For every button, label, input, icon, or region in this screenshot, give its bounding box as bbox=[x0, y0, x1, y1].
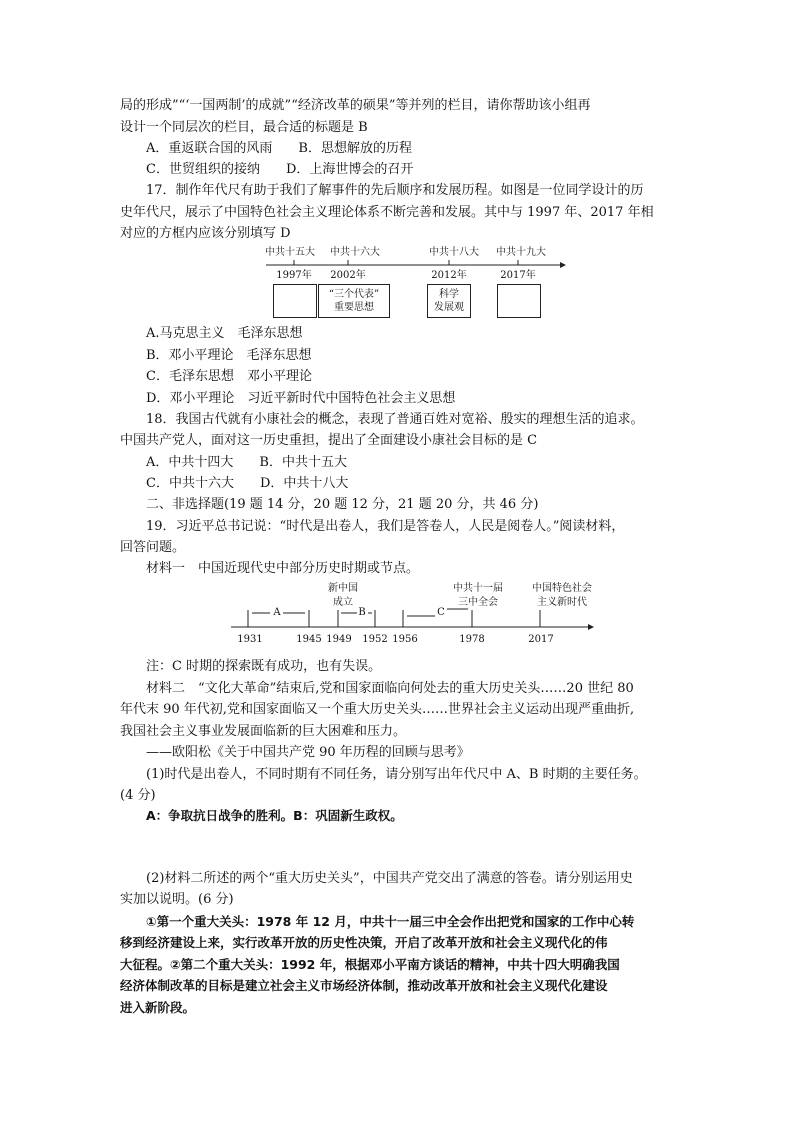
q19-material2-source: ——欧阳松《关于中国共产党 90 年历程的回顾与思考》 bbox=[146, 745, 470, 760]
q17-congress-19: 中共十九大 bbox=[496, 247, 546, 258]
q17-box-2002-line1: “三个代表” bbox=[328, 289, 380, 300]
q19-year-1949: 1949 bbox=[326, 634, 352, 645]
q19-year-1956: 1956 bbox=[392, 634, 418, 645]
q19-letter-c: C bbox=[437, 607, 445, 618]
q17-box-2002-line2: 重要思想 bbox=[334, 302, 374, 313]
q17-congress-15: 中共十五大 bbox=[265, 247, 315, 258]
q17-year-1997: 1997年 bbox=[276, 270, 312, 281]
q17-box-2012-line1: 科学 bbox=[439, 289, 459, 300]
q19-year-1945: 1945 bbox=[296, 634, 322, 645]
q18-options-row2: C．中共十六大 D．中共十八大 bbox=[146, 476, 349, 491]
q19-label-plenum-2: 三中全会 bbox=[458, 597, 498, 608]
q19-label-era-1: 中国特色社会 bbox=[532, 583, 592, 594]
q19-answer2-line5: 进入新阶段。 bbox=[120, 1000, 196, 1015]
q19-year-2017: 2017 bbox=[528, 634, 554, 645]
q19-timeline-arrow bbox=[588, 624, 594, 630]
q19-sub2-line1: (2)材料二所述的两个“重大历史关头”，中国共产党交出了满意的答卷。请分别运用史 bbox=[146, 871, 633, 886]
q19-sub1-line2: (4 分) bbox=[120, 788, 156, 803]
q19-material2-line2: 年代末 90 年代初,党和国家面临又一个重大历史关头……世界社会主义运动出现严重曲折, bbox=[120, 702, 635, 717]
q19-year-1978: 1978 bbox=[459, 634, 485, 645]
q19-stem-line2: 回答问题。 bbox=[120, 540, 186, 555]
section-2-heading: 二、非选择题(19 题 14 分，20 题 12 分，21 题 20 分，共 46 分) bbox=[146, 497, 539, 512]
q19-sub2-line2: 实加以说明。(6 分) bbox=[120, 892, 234, 907]
q17-option-b: B．邓小平理论 毛泽东思想 bbox=[146, 348, 312, 363]
q17-year-2017: 2017年 bbox=[500, 270, 536, 281]
q19-answer1: A：争取抗日战争的胜利。B：巩固新生政权。 bbox=[146, 808, 403, 823]
q19-year-1952: 1952 bbox=[362, 634, 388, 645]
q17-stem-line1: 17．制作年代尺有助于我们了解事件的先后顺序和发展历程。如图是一位同学设计的历 bbox=[146, 183, 644, 198]
q19-material2-line3: 我国社会主义事业发展面临新的巨大困难和压力。 bbox=[120, 724, 407, 739]
q19-answer2-line3: 大征程。②第二个重大关头：1992 年，根据邓小平南方谈话的精神，中共十四大明确我国 bbox=[120, 957, 620, 972]
q19-sub1-line1: (1)时代是出卷人，不同时期有不同任务，请分别写出年代尺中 A、B 时期的主要任务。 bbox=[146, 767, 647, 782]
q19-answer2-line1: ①第一个重大关头：1978 年 12 月，中共十一届三中全会作出把党和国家的工作中心转 bbox=[146, 914, 635, 929]
q17-stem-line2: 史年代尺，展示了中国特色社会主义理论体系不断完善和发展。其中与 1997 年、2017 年相 bbox=[120, 205, 654, 220]
q18-options-row1: A．中共十四大 B．中共十五大 bbox=[146, 455, 347, 470]
q16-stem-line2: 设计一个同层次的栏目，最合适的标题是 B bbox=[120, 120, 368, 135]
q16-stem-line1: 局的形成”“‘一国两制’的成就”“经济改革的硕果”等并列的栏目，请你帮助该小组再 bbox=[120, 98, 591, 113]
q19-note: 注：C 时期的探索既有成功，也有失误。 bbox=[146, 659, 382, 674]
q17-year-2012: 2012年 bbox=[431, 270, 467, 281]
q19-letter-a: A bbox=[273, 607, 281, 618]
q17-box-2002 bbox=[318, 284, 390, 318]
q18-stem-line2: 中国共产党人，面对这一历史重担，提出了全面建设小康社会目标的是 C bbox=[120, 433, 538, 448]
q17-box-2017-blank bbox=[497, 284, 541, 318]
q19-label-era-2: 主义新时代 bbox=[537, 597, 587, 608]
q17-box-2012-line2: 发展观 bbox=[434, 302, 464, 313]
q16-options-row2: C．世贸组织的接纳 D．上海世博会的召开 bbox=[146, 162, 414, 177]
q17-box-1997-blank bbox=[273, 284, 317, 318]
q19-material2-line1: 材料二 “文化大革命”结束后,党和国家面临向何处去的重大历史关头……20 世纪 80 bbox=[146, 681, 634, 696]
q16-options-row1: A．重返联合国的风雨 B．思想解放的历程 bbox=[146, 141, 412, 156]
q17-congress-16: 中共十六大 bbox=[330, 247, 380, 258]
q17-box-2012 bbox=[427, 284, 471, 318]
q19-material1: 材料一 中国近现代史中部分历史时期或节点。 bbox=[146, 561, 420, 576]
q17-congress-18: 中共十八大 bbox=[429, 247, 479, 258]
q18-stem-line1: 18．我国古代就有小康社会的概念，表现了普通百姓对宽裕、殷实的理想生活的追求。 bbox=[146, 412, 644, 427]
q19-label-new-china-2: 成立 bbox=[333, 597, 353, 608]
q17-option-c: C．毛泽东思想 邓小平理论 bbox=[146, 369, 312, 384]
q17-option-a: A.马克思主义 毛泽东思想 bbox=[146, 326, 303, 341]
q19-answer2-line4: 经济体制改革的目标是建立社会主义市场经济体制，推动改革开放和社会主义现代化建设 bbox=[120, 978, 608, 993]
q19-stem-line1: 19．习近平总书记说：“时代是出卷人，我们是答卷人，人民是阅卷人。”阅读材料， bbox=[146, 519, 625, 534]
q17-timeline-arrow bbox=[560, 262, 566, 268]
q17-option-d: D．邓小平理论 习近平新时代中国特色社会主义思想 bbox=[146, 391, 456, 406]
q17-year-2002: 2002年 bbox=[330, 270, 366, 281]
q19-label-plenum-1: 中共十一届 bbox=[453, 583, 503, 594]
q17-stem-line3: 对应的方框内应该分别填写 D bbox=[120, 226, 291, 241]
q19-answer2-line2: 移到经济建设上来，实行改革开放的历史性决策，开启了改革开放和社会主义现代化的伟 bbox=[120, 935, 608, 950]
q19-letter-b: B bbox=[358, 607, 366, 618]
q19-label-new-china-1: 新中国 bbox=[328, 583, 358, 594]
q19-year-1931: 1931 bbox=[237, 634, 263, 645]
